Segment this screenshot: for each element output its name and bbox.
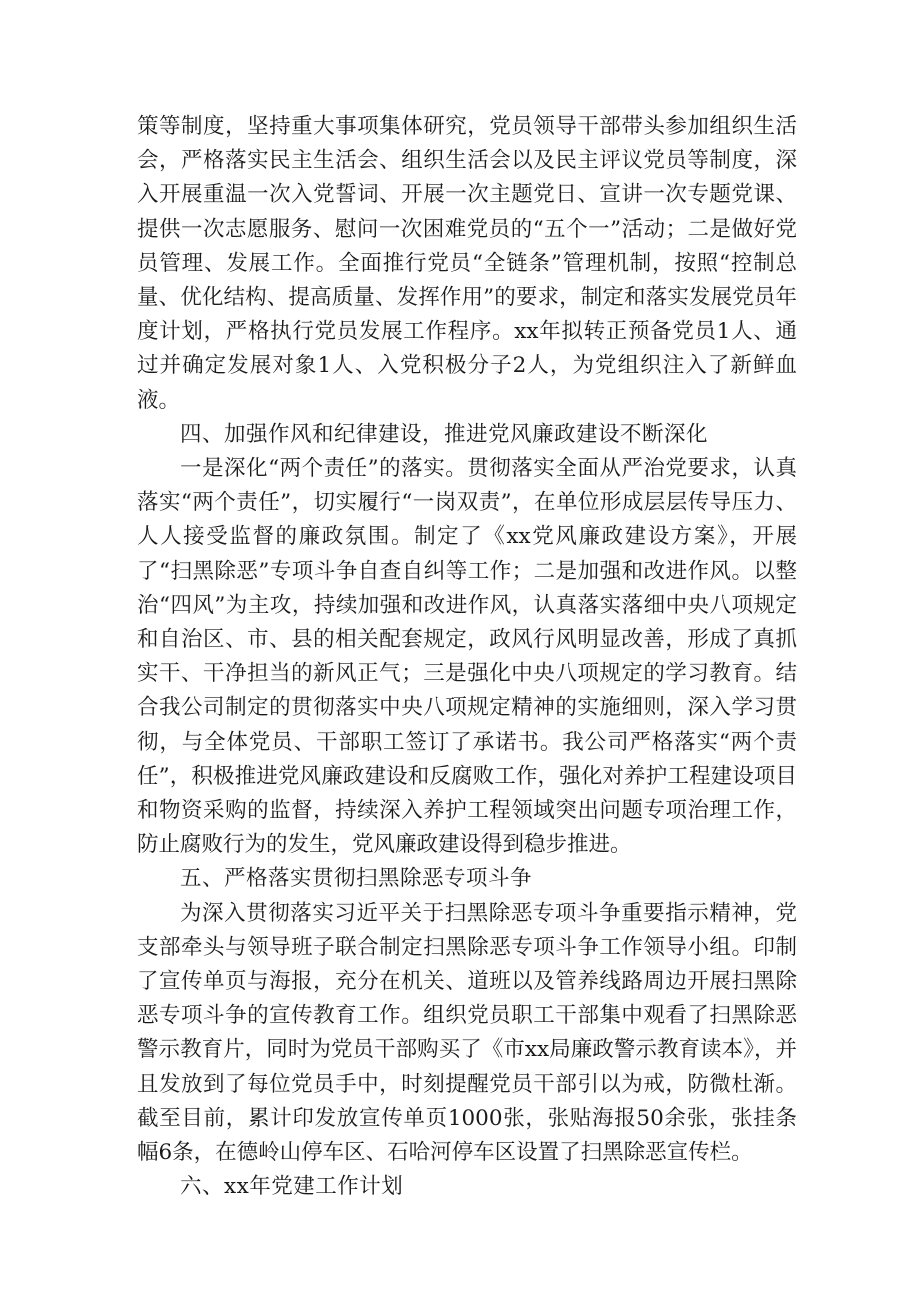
paragraph-party-member-management: 策等制度，坚持重大事项集体研究，党员领导干部带头参加组织生活会，严格落实民主生活会、组织生活会以及民主评议党员等制度，深入开展重温一次入党誓词、开展一次主题党日、宣讲一次专题党课、提供一次志愿服务、慰问一次困难党员的“五个一”活动；二是做好党员管理、发展工作。全面推行党员“全链条”管理机制，按照“控制总量、优化结构、提高质量、发挥作用”的要求，制定和落实发展党员年度计划，严格执行党员发展工作程序。xx年拟转正预备党员1人、通过并确定发展对象1人、入党积极分子2人，为党组织注入了新鲜血液。 (137, 114, 797, 413)
section-heading-6: 六、xx年党建工作计划 (180, 1174, 404, 1200)
paragraph-integrity-building: 一是深化“两个责任”的落实。贯彻落实全面从严治党要求，认真落实“两个责任”，切实履行“一岗双责”，在单位形成层层传导压力、人人接受监督的廉政氛围。制定了《xx党风廉政建设方案》，开展了“扫黑除恶”专项斗争自查自纠等工作；二是加强和改进作风。以整治“四风”为主攻，持续加强和改进作风，认真落实落细中央八项规定和自治区、市、县的相关配套规定，政风行风明显改善，形成了真抓实干、干净担当的新风正气；三是强化中央八项规定的学习教育。结合我公司制定的贯彻落实中央八项规定精神的实施细则，深入学习贯彻，与全体党员、干部职工签订了承诺书。我公司严格落实“两个责任”，积极推进党风廉政建设和反腐败工作，强化对养护工程建设项目和物资采购的监督，持续深入养护工程领域突出问题专项治理工作，防止腐败行为的发生，党风廉政建设得到稳步推进。 (137, 456, 797, 858)
section-heading-4: 四、加强作风和纪律建设，推进党风廉政建设不断深化 (180, 421, 709, 447)
section-heading-5: 五、严格落实贯彻扫黑除恶专项斗争 (180, 866, 533, 892)
document-page (137, 110, 797, 1205)
paragraph-anti-crime-campaign: 为深入贯彻落实习近平关于扫黑除恶专项斗争重要指示精神，党支部牵头与领导班子联合制定扫黑除恶专项斗争工作领导小组。印制了宣传单页与海报，充分在机关、道班以及管养线路周边开展扫黑除恶专项斗争的宣传教育工作。组织党员职工干部集中观看了扫黑除恶警示教育片，同时为党员干部购买了《市xx局廉政警示教育读本》，并且发放到了每位党员手中，时刻提醒党员干部引以为戒，防微杜渐。截至目前，累计印发放宣传单页1000张，张贴海报50余张，张挂条幅6条，在德岭山停车区、石哈河停车区设置了扫黑除恶宣传栏。 (137, 900, 797, 1166)
